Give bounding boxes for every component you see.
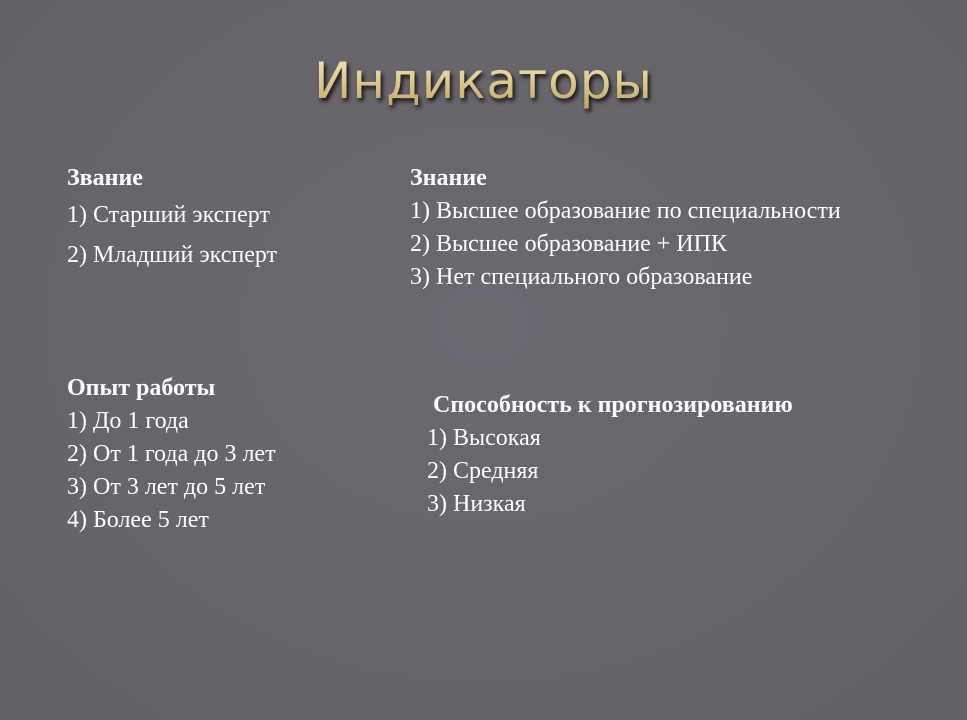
- list-item: 1) До 1 года: [67, 408, 189, 434]
- experience-heading: Опыт работы: [67, 375, 216, 401]
- list-item: 4) Более 5 лет: [67, 507, 209, 533]
- list-item: 2) От 1 года до 3 лет: [67, 441, 276, 467]
- forecast-block: [427, 389, 793, 521]
- knowledge-block: [410, 162, 841, 294]
- list-item: 2) Средняя: [427, 458, 539, 484]
- list-item: 3) Нет специального образование: [410, 264, 753, 290]
- rank-block: [67, 162, 277, 275]
- experience-block: [67, 372, 276, 537]
- list-item: 3) От 3 лет до 5 лет: [67, 474, 266, 500]
- rank-heading: Звание: [67, 165, 143, 191]
- list-item: 2) Высшее образование + ИПК: [410, 231, 727, 257]
- forecast-heading: Способность к прогнозированию: [433, 392, 793, 418]
- slide-title: Индикаторы: [0, 46, 967, 116]
- list-item: 3) Низкая: [427, 491, 526, 517]
- list-item: 1) Высшее образование по специальности: [410, 198, 841, 224]
- list-item: 1) Высокая: [427, 425, 541, 451]
- list-item: 2) Младший эксперт: [67, 242, 278, 268]
- knowledge-heading: Знание: [410, 165, 487, 191]
- list-item: 1) Старший эксперт: [67, 202, 270, 228]
